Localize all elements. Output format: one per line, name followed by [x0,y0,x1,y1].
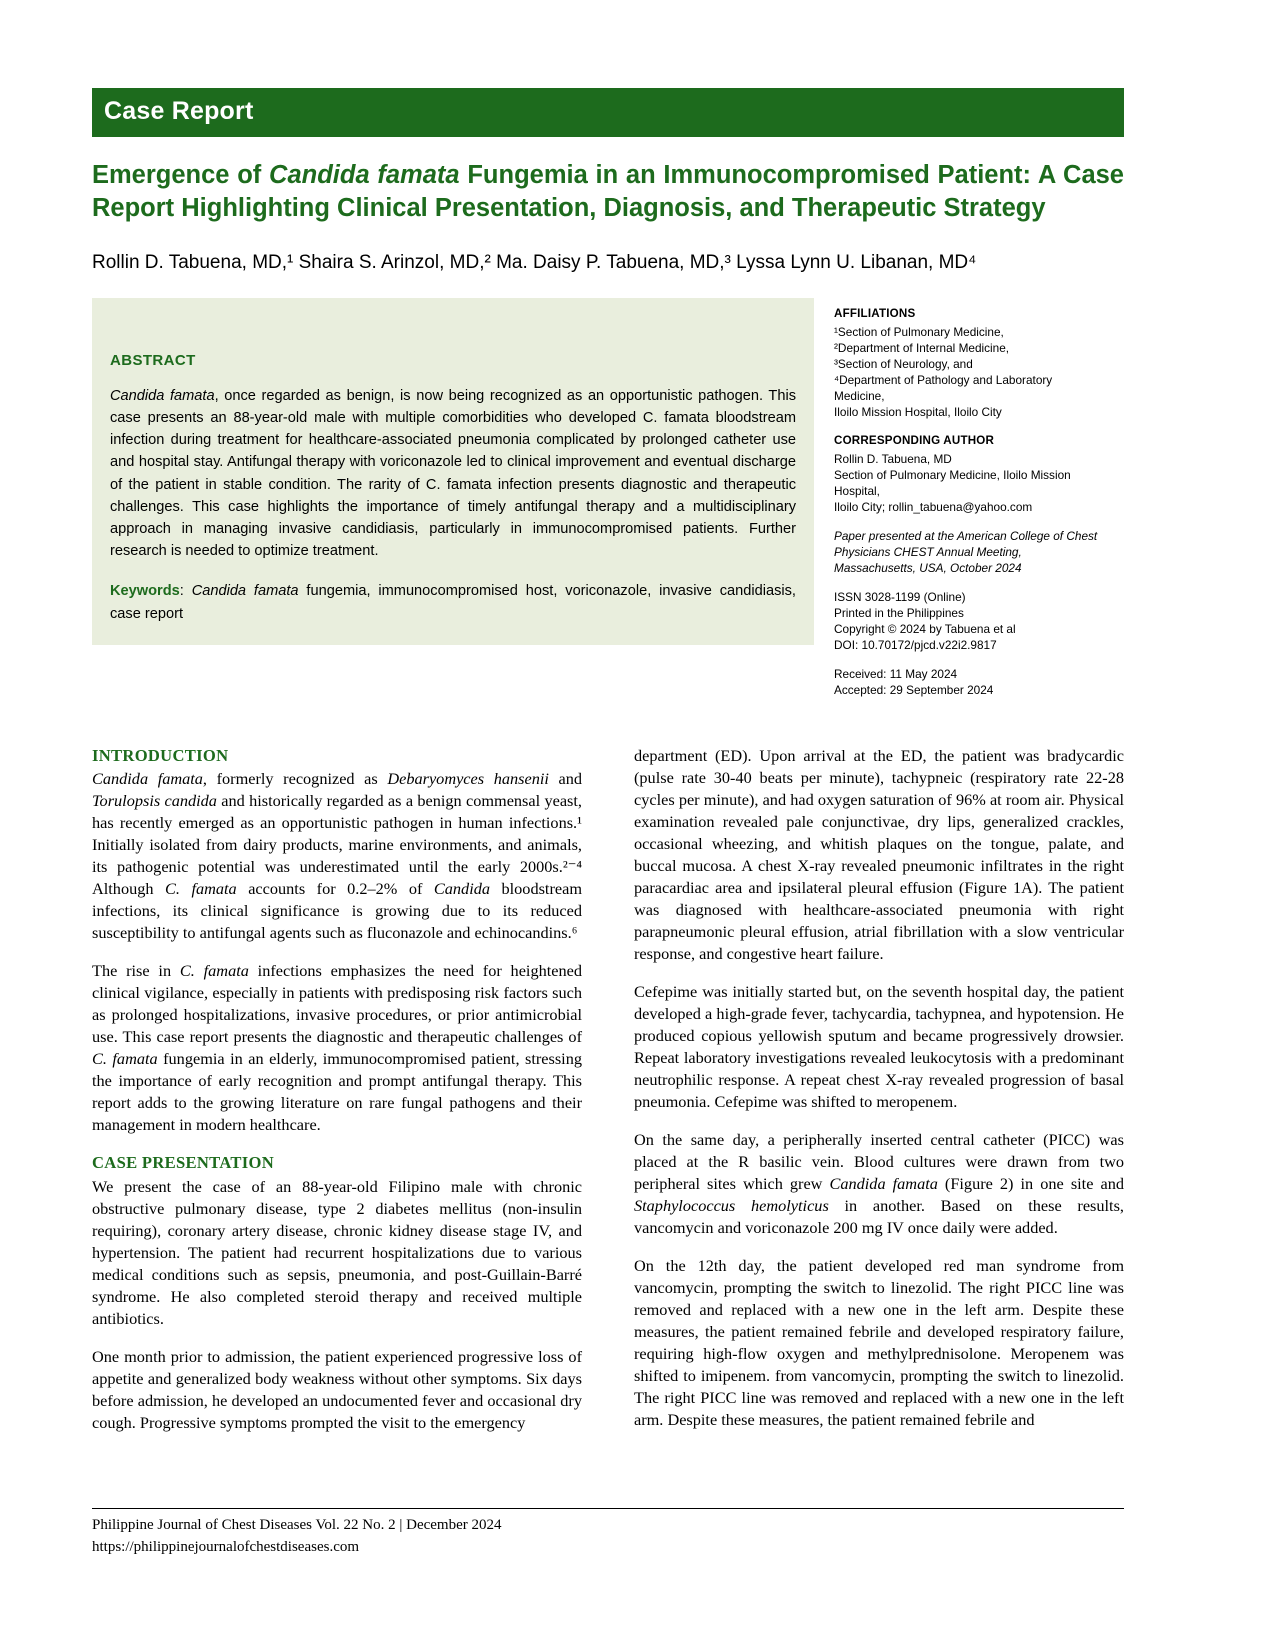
page-title [92,159,1124,225]
corresponding-author-name: Rollin D. Tabuena, MD [834,451,952,466]
abstract-box [92,298,814,645]
paragraph: We present the case of an 88-year-old Filipino male with chronic obstructive pulmonary disease, type 2 diabetes mellitus (non-insulin requiring), coronary artery disease, chronic kidney disease stage IV, and hypertension. The patient had recurrent hospitalizations due to various medical conditions such as sepsis, pneumonia, and post-Guillain-Barré syndrome. He also completed steroid therapy and received multiple antibiotics. [92,1176,582,1328]
keywords-rest: fungemia, immunocompromised host, voriconazole, invasive candidiasis, case report [110,583,796,622]
page-footer [92,1508,1124,1559]
paragraph [92,768,582,944]
keywords-line [110,580,796,624]
publication-info [834,589,1104,653]
paragraph: Cefepime was initially started but, on the seventh hospital day, the patient developed a high-grade fever, tachycardia, tachypnea, and hypotension. He produced copious yellowish sputum and became progressively drowsier. Repeat laboratory investigations revealed leukocytosis with a predominant neutrophilic response. A repeat chest X-ray revealed progression of basal pneumonia. Cefepime was shifted to meropenem. [634,982,1124,1112]
text-run: in another. Based on these results, vancomycin and voriconazole 200 mg IV once daily were added. [634,1196,1124,1238]
text-run: (Figure 2) in one site and [937,1174,1124,1194]
abstract-heading: ABSTRACT [110,351,196,369]
text-italic: Candida famata [829,1174,938,1194]
presentation-note: Paper presented at the American College of Chest Physicians CHEST Annual Meeting, Massachusetts, USA, October 2024 [834,528,1098,575]
text-italic: Staphylococcus hemolyticus [634,1196,829,1216]
paragraph: On the 12th day, the patient developed red man syndrome from vancomycin, prompting the switch to linezolid. The right PICC line was removed and replaced with a new one in the left arm. Despite these measures, the patient remained febrile and developed respiratory failure, requiring high-flow oxygen and methylprednisolone. Meropenem was shifted to imipenem. from vancomycin, prompting the switch to linezolid. The right PICC line was removed and replaced with a new one in the left arm. Despite these measures, the patient remained febrile and [634,1256,1124,1430]
printed-line: Printed in the Philippines [834,605,964,620]
paragraph: department (ED). Upon arrival at the ED, the patient was bradycardic (pulse rate 30-40 beats per minute), tachypneic (respiratory rate 22-28 cycles per minute), and had oxygen saturation of 96% at room air. Physical examination revealed pale conjunctivae, dry lips, generalized crackles, occasional wheezing, and whitish plaques on the tongue, palate, and buccal mucosa. A chest X-ray revealed pneumonic infiltrates in the right paracardiac area and ipsilateral pleural effusion (Figure 1A). The patient was diagnosed with healthcare-associated pneumonia with right parapneumonic pleural effusion, atrial fibrillation with a slow ventricular response, and congestive heart failure. [634,746,1124,964]
paragraph [634,1129,1124,1239]
affiliation-item: ³Section of Neurology, and [834,356,973,371]
submission-dates [834,666,1104,698]
text-italic: C. famata [165,879,237,899]
title-species-italic: Candida famata [269,161,460,189]
affiliation-item: ²Department of Internal Medicine, [834,340,1010,355]
keywords-colon: : [179,583,192,600]
text-run: The rise in [92,961,180,981]
abstract-body: , once regarded as benign, is now being recognized as an opportunistic pathogen. This case presents an 88-year-old male with multiple comorbidities who developed C. famata bloodstream infection during treatment for healthcare-associated pneumonia complicated by prolonged catheter use and hospital stay. Antifungal therapy with voriconazole led to clinical improvement and eventual discharge of the patient in stable condition. The rarity of C. famata infection presents diagnostic and therapeutic challenges. This case highlights the importance of timely antifungal therapy and a multidisciplinary approach in managing invasive candidiasis, particularly in immunocompromised patients. Further research is needed to optimize treatment. [110,387,796,560]
text-run: On the same day, a peripherally inserted central catheter (PICC) was placed at the R basilic vein. Blood cultures were drawn from two peripheral sites which grew [634,1130,1124,1194]
article-content [92,88,1124,1450]
abstract-text [110,385,796,562]
text-run: fungemia in an elderly, immunocompromised patient, stressing the importance of early recognition and prompt antifungal therapy. This report adds to the growing literature on rare fungal pathogens and their management in modern healthcare. [92,1049,582,1135]
text-run: accounts for 0.2–2% of [236,879,434,899]
doi-line[interactable]: DOI: 10.70172/pjcd.v22i2.9817 [834,638,997,652]
keywords-italic: Candida famata [191,583,299,600]
left-column [92,745,582,1450]
paragraph: One month prior to admission, the patient experienced progressive loss of appetite and generalized body weakness without other symptoms. Six days before admission, he developed an undocumented fever and occasional dry cough. Progressive symptoms prompted the visit to the emergency [92,1346,582,1432]
text-run: infections emphasizes the need for heightened clinical vigilance, especially in patients with predisposing risk factors such as prolonged hospitalizations, invasive procedures, or prior antimicrobial use. This case report presents the diagnostic and therapeutic challenges of [92,961,582,1047]
corresponding-author-affiliation: Section of Pulmonary Medicine, Iloilo Mission Hospital, [834,467,1071,498]
footer-journal-line: Philippine Journal of Chest Diseases Vol. 22 No. 2 | December 2024 [92,1517,502,1533]
text-italic: Candida famata [92,769,203,789]
paragraph [92,960,582,1136]
abstract-section [92,298,1124,711]
section-heading-case-presentation: CASE PRESENTATION [92,1153,274,1173]
affiliations-heading: AFFILIATIONS [834,306,916,320]
keywords-label: Keywords [110,583,180,600]
corresponding-author-email[interactable]: Iloilo City; rollin_tabuena@yahoo.com [834,499,1033,514]
affiliation-item: ⁴Department of Pathology and Laboratory Medicine, [834,372,1053,403]
affiliation-item: ¹Section of Pulmonary Medicine, [834,324,1004,339]
title-part-2: Fungemia in an Immunocompromised Patient: A Case Report Highlighting Clinical Presentation, Diagnosis, and Therapeutic Strategy [92,161,1124,223]
text-italic: Torulopsis candida [92,791,217,811]
text-run: bloodstream infections, its clinical significance is growing due to its reduced susceptibility to antifungal agents such as fluconazole and echinocandins.⁶ [92,879,582,943]
corresponding-author-heading: CORRESPONDING AUTHOR [834,433,995,447]
accepted-date: Accepted: 29 September 2024 [834,683,994,698]
footer-divider [92,1508,1124,1509]
body-columns [92,745,1124,1450]
text-run: and [548,769,583,789]
issn-line: ISSN 3028-1199 (Online) [834,589,966,604]
text-italic: Candida [433,879,490,899]
article-category-banner: Case Report [92,88,1124,137]
footer-url[interactable]: https://philippinejournalofchestdiseases.com [92,1538,360,1555]
text-italic: Debaryomyces hansenii [387,769,549,789]
right-column [634,745,1124,1450]
abstract-lead-italic: Candida famata [110,387,215,404]
title-part-1: Emergence of [92,161,270,189]
author-list: Rollin D. Tabuena, MD,¹ Shaira S. Arinzol, MD,² Ma. Daisy P. Tabuena, MD,³ Lyssa Lynn U. Libanan, MD⁴ [92,252,977,274]
text-run: and historically regarded as a benign commensal yeast, has recently emerged as an opportunistic pathogen in human infections.¹ Initially isolated from dairy products, marine environments, and animals, its pathogenic potential was underestimated until the early 2000s.²⁻⁴ Although [92,791,582,899]
received-date: Received: 11 May 2024 [834,667,958,682]
copyright-line: Copyright © 2024 by Tabuena et al [834,621,1016,636]
affiliations-block [834,306,1104,420]
section-heading-introduction: INTRODUCTION [92,746,229,766]
text-italic: C. famata [92,1049,158,1069]
text-italic: C. famata [179,961,249,981]
metadata-sidebar [814,298,1104,711]
corresponding-author-block [834,433,1104,515]
affiliation-item: Iloilo Mission Hospital, Iloilo City [834,404,1002,419]
text-run: , formerly recognized as [202,769,388,789]
